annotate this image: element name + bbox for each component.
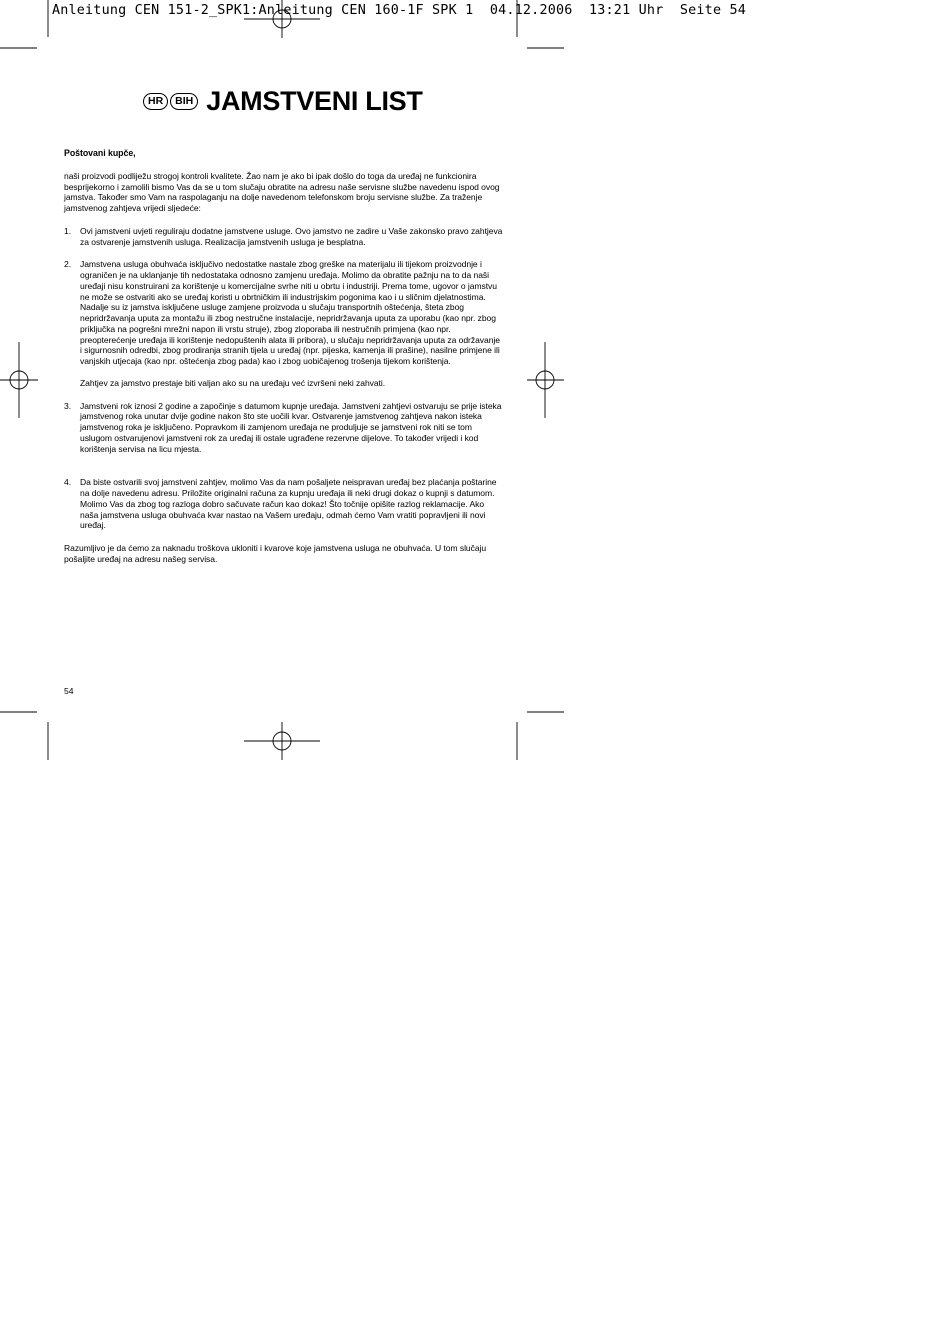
list-item-number: 3. — [64, 400, 72, 411]
print-slug-line: Anleitung CEN 151-2_SPK1:Anleitung CEN 160-1F SPK 1 04.12.2006 13:21 Uhr Seite 54 — [52, 3, 746, 18]
list-item-text: Da biste ostvarili svoj jamstveni zahtjev, molimo Vas da nam pošaljete neispravan uređaj bez plaćanja poštarine na dolje navedenu adresu. Priložite originalni računa za kupnju uređaja ili neki drugi dokaz o kupnji s datumom. Molimo Vas da zbog tog razloga dobro sačuvate račun kao dokaz! Što točnije opišite razlog reklamacije. Ako naša jamstvena usluga obuhvaća kvar nastao na Vašem uređaju, odmah ćemo Vam vratiti popravljeni ili novi uređaj. — [80, 477, 497, 531]
list-item-number: 2. — [64, 259, 72, 270]
list-item-number: 1. — [64, 225, 72, 236]
list-item-text: Jamstvena usluga obuhvaća isključivo nedostatke nastale zbog greške na materijalu ili tijekom proizvodnje i ograničen je na uklanjanje tih nedostataka odnosno zamjenu uređaja. Molimo da obratite pažnju na to da naši uređaji nisu konstruirani za korištenje u komercijalne svrhe niti u obrtu i industriji. Prema tome, ugovor o jamstvu ne može se ostvariti ako se uređaj koristi u obrtničkim ili industrijskim pogonima kao i u sličnim djelatnostima. Nadalje su iz jamstva isključene usluge zamjene proizvoda u slučaju transportnih oštećenja, šteta zbog nepridržavanja uputa za montažu ili zbog nestručne instalacije, nepridržavanja uputa za uporabu (kao npr. zbog priključka na pogrešni mrežni napon ili vrstu struje), zbog zloporaba ili nestručnih primjena (kao npr. preopterećenje uređaja ili korištenje nedopuštenih alata ili pribora), u slučaju nepridržavanja uputa za održavanje i sigurnosnih odredbi, zbog prodiranja stranih tijela u uređaj (npr. pijeska, kamenja ili prašine), nasilne primjene ili vanjskih utjecaja (kao npr. oštećenja zbog pada) kao i zbog uobičajenog trošenja tijekom korištenja. — [80, 259, 500, 366]
title-row — [143, 86, 423, 117]
page-title: JAMSTVENI LIST — [206, 86, 423, 116]
list-item — [64, 401, 504, 455]
list-item — [64, 226, 504, 248]
list-item-note: Zahtjev za jamstvo prestaje biti valjan ako su na uređaju već izvršeni neki zahvati. — [80, 377, 386, 388]
page-number: 54 — [64, 686, 74, 696]
country-badge-bih: BIH — [170, 93, 198, 110]
list-item-content — [80, 259, 504, 388]
country-badge-hr: HR — [143, 93, 168, 110]
list-item — [64, 259, 504, 388]
intro-paragraph: naši proizvodi podliježu strogoj kontroli kvalitete. Žao nam je ako bi ipak došlo do toga da uređaj ne funkcionira besprijekorno i zamolili bismo Vas da se u tom slučaju obratite na adresu naše servisne službe navedenu ispod ovog jamstva. Također smo Vam na raspolaganju na dolje navedenom telefonskom broju servisne službe. Za traženje jamstvenog zahtjeva vrijedi sljedeće: — [64, 170, 500, 213]
list-item — [64, 477, 504, 531]
list-item-text: Ovi jamstveni uvjeti reguliraju dodatne jamstvene usluge. Ovo jamstvo ne zadire u Vaše zakonsko pravo zahtjeva za ostvarenje jamstvenih usluga. Realizacija jamstvenih usluga je besplatna. — [80, 225, 503, 247]
warranty-text — [64, 148, 504, 565]
greeting: Poštovani kupče, — [64, 148, 136, 158]
closing-paragraph: Razumljivo je da ćemo za naknadu troškova ukloniti i kvarove koje jamstvena usluga ne obuhvaća. U tom slučaju pošaljite uređaj na adresu našeg servisa. — [64, 543, 487, 564]
list-item-text: Jamstveni rok iznosi 2 godine a započinje s datumom kupnje uređaja. Jamstveni zahtjevi ostvaruju se prije isteka jamstvenog roka unutar dvije godine nakon što ste uočili kvar. Ostvarenje jamstvenog zahtjeva nakon isteka jamstvenog roka je isključeno. Popravkom ili zamjenom uređaja ne produljuje se jamstveni rok niti se tom uslugom ostvarujenovi jamstveni rok za uređaj ili ostale ugrađene rezervne dijelove. To također vrijedi i kod korištenja servisa na licu mjesta. — [80, 400, 502, 454]
list-item-number: 4. — [64, 477, 72, 488]
